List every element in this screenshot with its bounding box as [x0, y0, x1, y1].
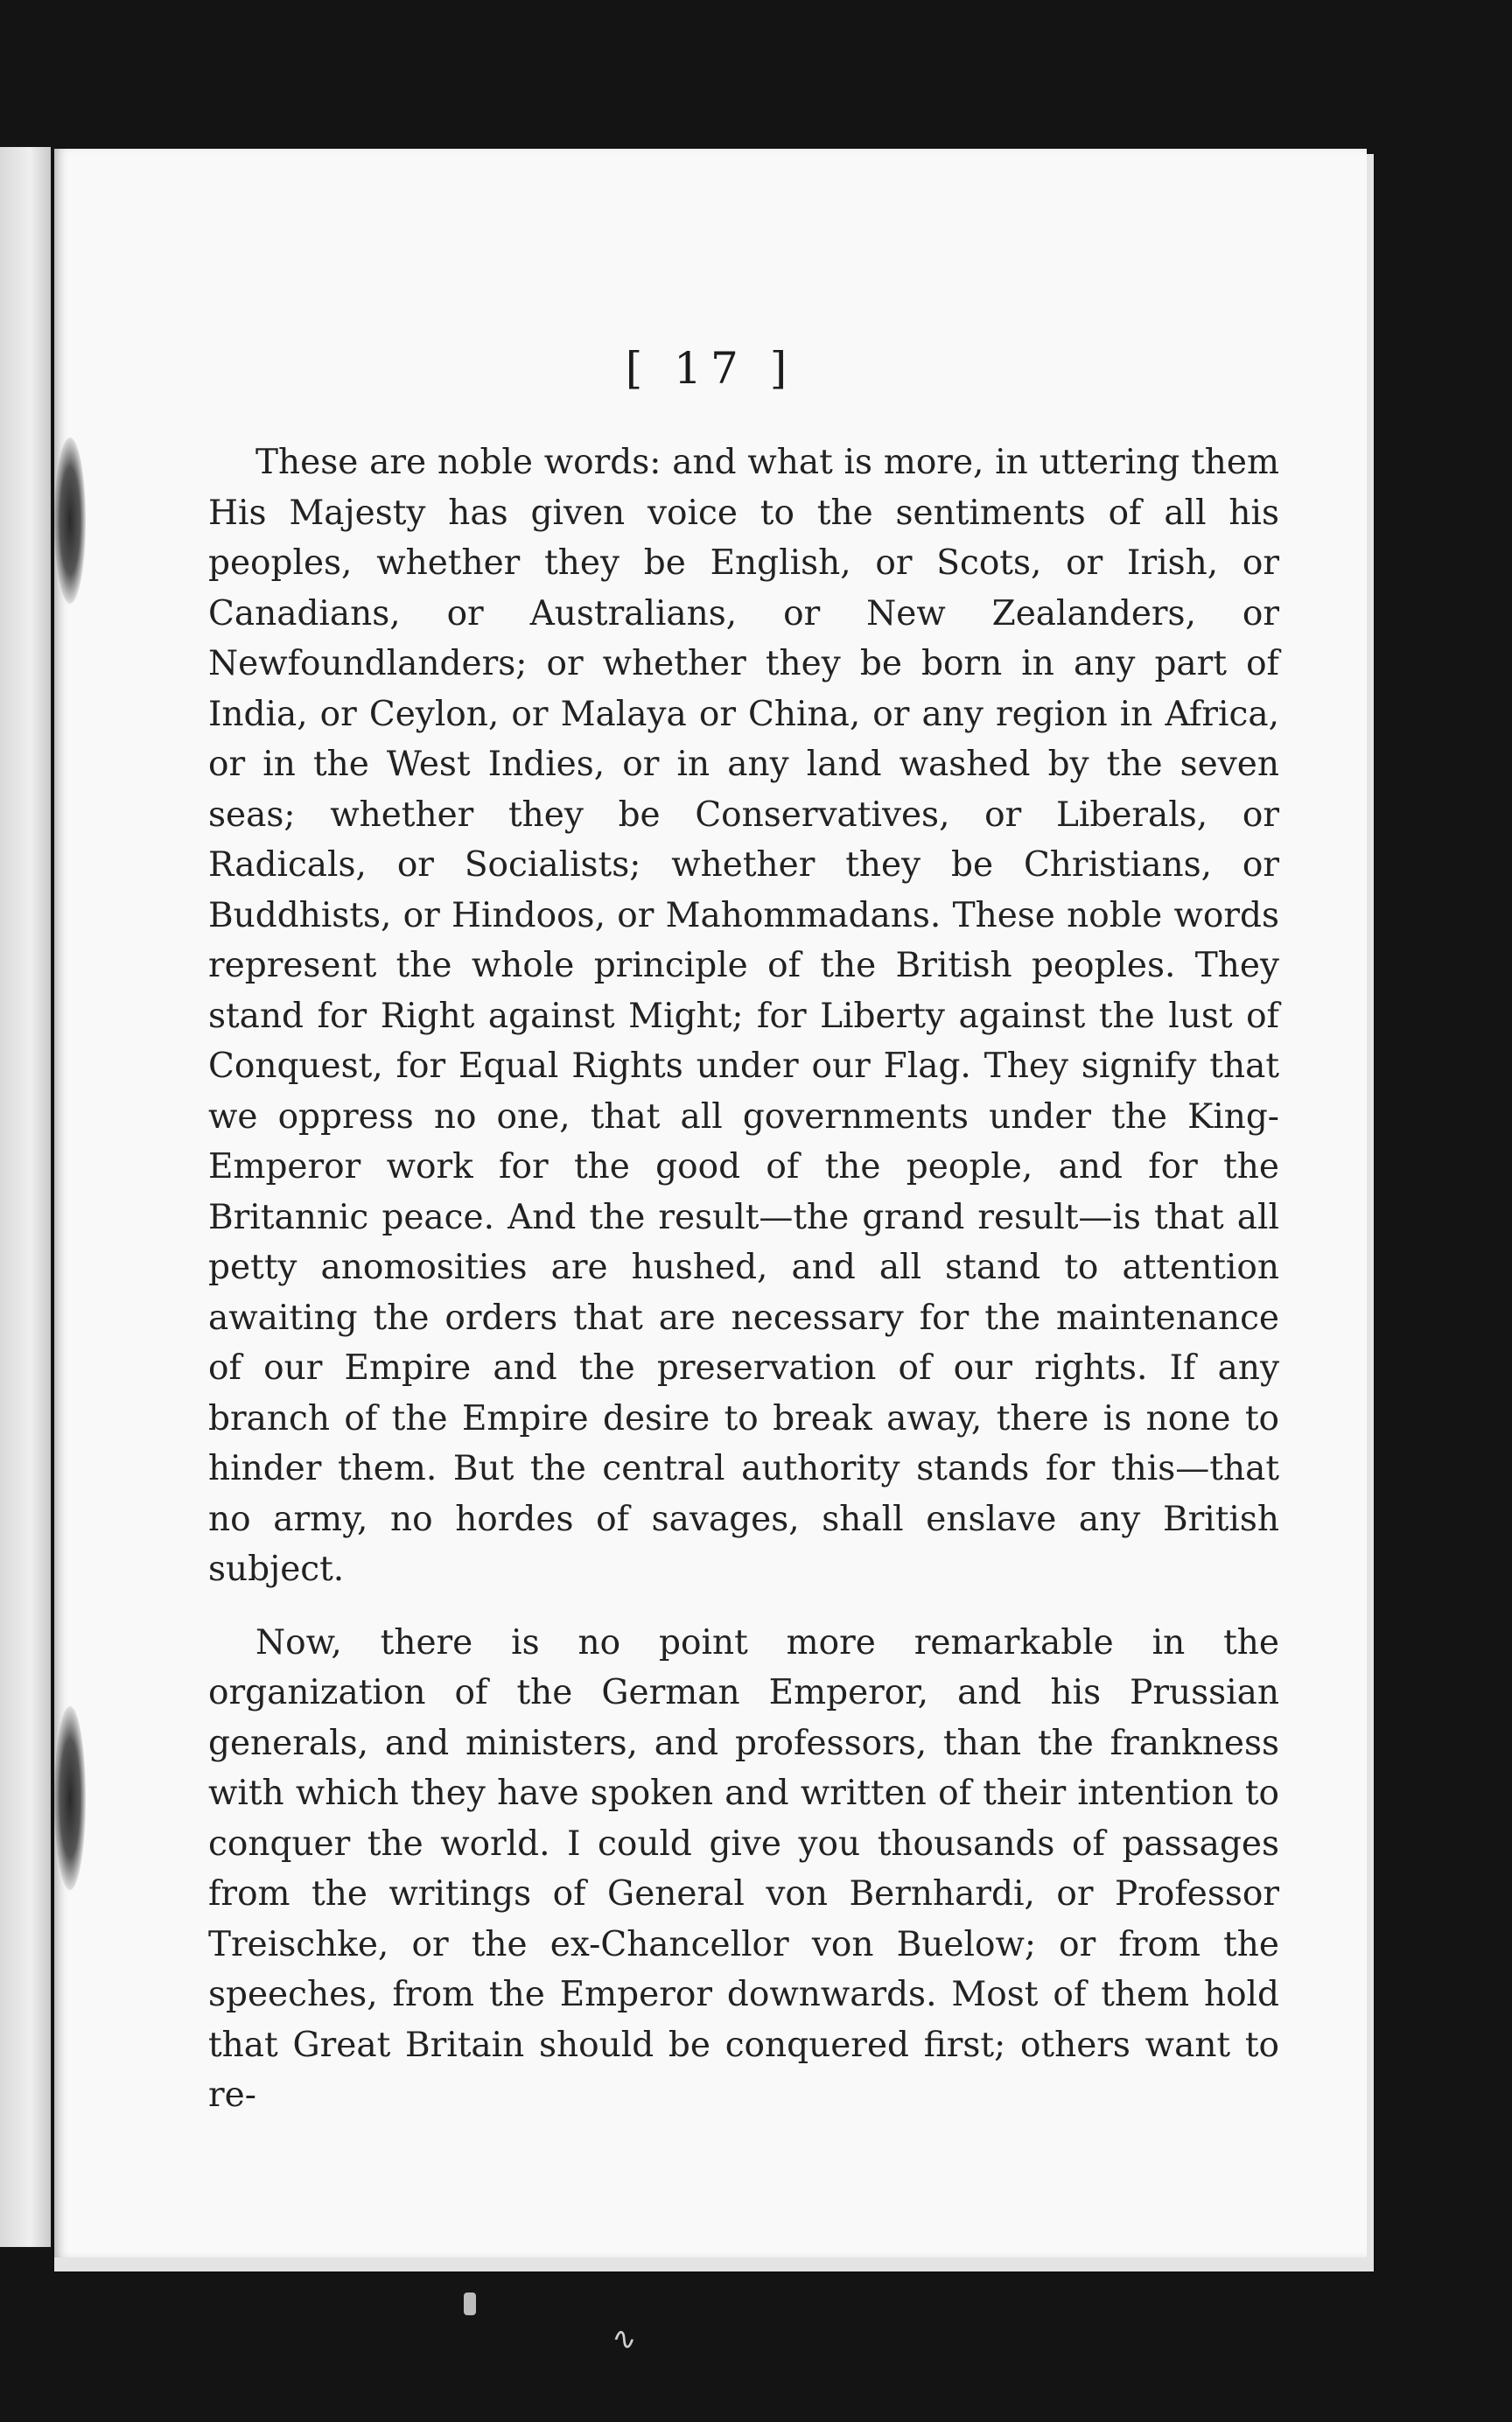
scan-speck — [464, 2292, 476, 2315]
scan-artifact-mark: ∿ — [609, 2320, 640, 2359]
page-number: [ 17 ] — [625, 343, 796, 394]
binding-smudge-bottom — [54, 1706, 86, 1890]
page-body — [208, 438, 1279, 2144]
facing-page-edge — [0, 147, 51, 2247]
paragraph-german-emperor: Now, there is no point more remarkable in the organization of the German Emperor, and his Prussian generals, and ministers, and professors, than the frankness with which they have spoken and written of their intention to conquer the world. I could give you thousands of passages from the writings of General von Bernhardi, or Professor Treischke, or the ex-Chancellor von Buelow; or from the speeches, from the Emperor downwards. Most of them hold that Great Britain should be conquered first; others want to re- — [208, 1622, 1279, 2115]
binding-smudge-top — [54, 438, 86, 604]
book-page — [54, 149, 1367, 2258]
paragraph-noble-words: These are noble words: and what is more, in uttering them His Majesty has given voice to the sentiments of all his peoples, whether they be English, or Scots, or Irish, or Canadians, or Australians, or New Zealanders, or Newfoundlanders; or whether they be born in any part of India, or Ceylon, or Malaya or China, or any region in Africa, or in the West Indies, or in any land washed by the seven seas; whether they be Conservatives, or Liberals, or Radicals, or Socialists; whether they be Christians, or Buddhists, or Hindoos, or Mahommadans. These noble words represent the whole principle of the British peoples. They stand for Right against Might; for Liberty against the lust of Conquest, for Equal Rights under our Flag. They signify that we oppress no one, that all governments under the King-Emperor work for the good of the people, and for the Britannic peace. And the result—the grand result—is that all petty anomosities are hushed, and all stand to attention awaiting the orders that are necessary for the maintenance of our Empire and the preservation of our rights. If any branch of the Empire desire to break away, there is none to hinder them. But the central authority stands for this—that no army, no hordes of savages, shall enslave any British subject. — [208, 443, 1279, 1589]
